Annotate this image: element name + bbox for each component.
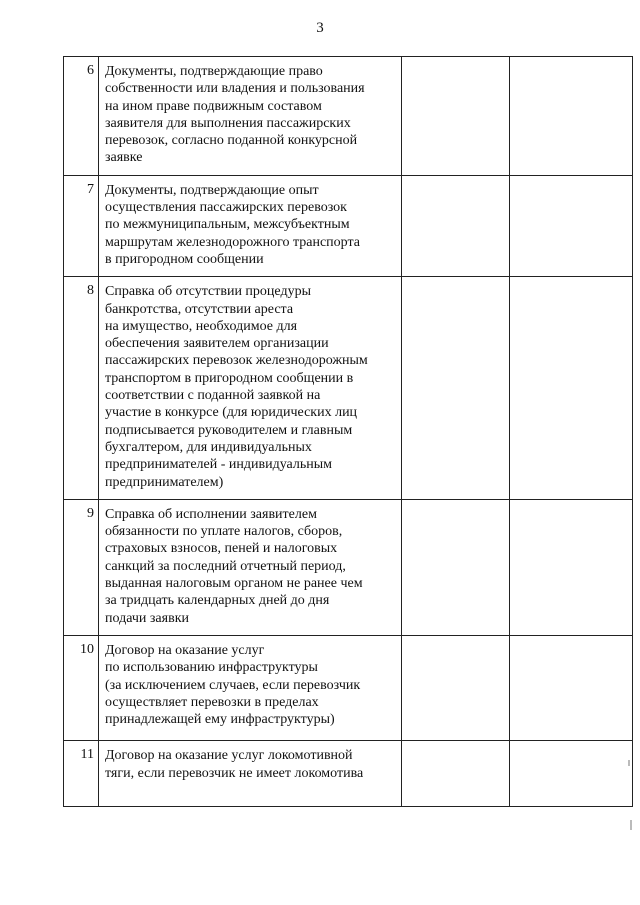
row-number: 6 (64, 57, 99, 176)
table-row (64, 175, 633, 276)
description-line: осуществления пассажирских перевозок (105, 200, 347, 216)
description-line: в пригородном сообщении (105, 251, 264, 267)
description-line: подписывается руководителем и главным (105, 422, 353, 438)
page-number: 3 (316, 20, 324, 36)
empty-cell (402, 499, 510, 635)
description-line: страховых взносов, пеней и налоговых (105, 541, 338, 557)
description-line: пассажирских перевозок железнодорожным (105, 353, 368, 369)
description-line: за тридцать календарных дней до дня (105, 593, 330, 609)
description-line: предпринимателей - индивидуальным (105, 457, 333, 473)
empty-cell (402, 175, 510, 276)
empty-cell (402, 57, 510, 176)
description-line: бухгалтером, для индивидуальных (105, 439, 312, 455)
row-number: 7 (64, 175, 99, 276)
table-row (64, 499, 633, 635)
empty-cell (510, 635, 633, 740)
description-line: (за исключением случаев, если перевозчик (105, 677, 361, 693)
description-line: санкций за последний отчетный период, (105, 558, 346, 574)
empty-cell (510, 175, 633, 276)
description-line: соответствии с поданной заявкой на (105, 388, 321, 404)
description-line: собственности или владения и пользования (105, 81, 365, 97)
description-line: обязанности по уплате налогов, сборов, (105, 524, 343, 540)
document-description-cell (99, 277, 402, 500)
scan-speck (628, 760, 630, 766)
description-line: Договор на оказание услуг (105, 642, 265, 658)
description-line: осуществляет перевозки в пределах (105, 694, 319, 710)
description-line: на имущество, необходимое для (105, 318, 298, 334)
document-table (63, 56, 633, 807)
description-line: банкротства, отсутствии ареста (105, 301, 294, 317)
table-row (64, 741, 633, 807)
description-line: заявке (105, 150, 143, 166)
description-line: на ином праве подвижным составом (105, 98, 322, 114)
row-number: 9 (64, 499, 99, 635)
empty-cell (402, 635, 510, 740)
description-line: Справка об отсутствии процедуры (105, 284, 311, 300)
table-row (64, 277, 633, 500)
document-description-cell (99, 57, 402, 176)
description-line: заявителя для выполнения пассажирских (105, 115, 351, 131)
empty-cell (510, 499, 633, 635)
description-line: обеспечения заявителем организации (105, 336, 329, 352)
description-line: принадлежащей ему инфраструктуры) (105, 712, 335, 728)
cell-spacer (105, 782, 395, 798)
empty-cell (510, 741, 633, 807)
cell-spacer (105, 728, 395, 732)
description-line: Документы, подтверждающие право (105, 64, 323, 79)
description-line: тяги, если перевозчик не имеет локомотива (105, 765, 364, 781)
description-line: по использованию инфраструктуры (105, 660, 318, 676)
row-number: 8 (64, 277, 99, 500)
description-line: предпринимателем) (105, 474, 224, 490)
empty-cell (402, 741, 510, 807)
description-line: перевозок, согласно поданной конкурсной (105, 133, 358, 149)
description-line: Документы, подтверждающие опыт (105, 182, 319, 198)
empty-cell (402, 277, 510, 500)
scan-speck (630, 820, 632, 830)
document-description-cell (99, 741, 402, 807)
row-number: 10 (64, 635, 99, 740)
description-line: маршрутам железнодорожного транспорта (105, 234, 360, 250)
table-body (64, 57, 633, 807)
table-row (64, 635, 633, 740)
description-line: Договор на оказание услуг локомотивной (105, 748, 353, 764)
empty-cell (510, 57, 633, 176)
description-line: Справка об исполнении заявителем (105, 506, 317, 522)
description-line: по межмуниципальным, межсубъектным (105, 217, 350, 233)
description-line: транспортом в пригородном сообщении в (105, 370, 354, 386)
empty-cell (510, 277, 633, 500)
row-number: 11 (64, 741, 99, 807)
description-line: подачи заявки (105, 610, 189, 626)
table-row (64, 57, 633, 176)
document-description-cell (99, 499, 402, 635)
description-line: участие в конкурсе (для юридических лиц (105, 405, 358, 421)
document-description-cell (99, 175, 402, 276)
document-description-cell (99, 635, 402, 740)
description-line: выданная налоговым органом не ранее чем (105, 576, 363, 592)
